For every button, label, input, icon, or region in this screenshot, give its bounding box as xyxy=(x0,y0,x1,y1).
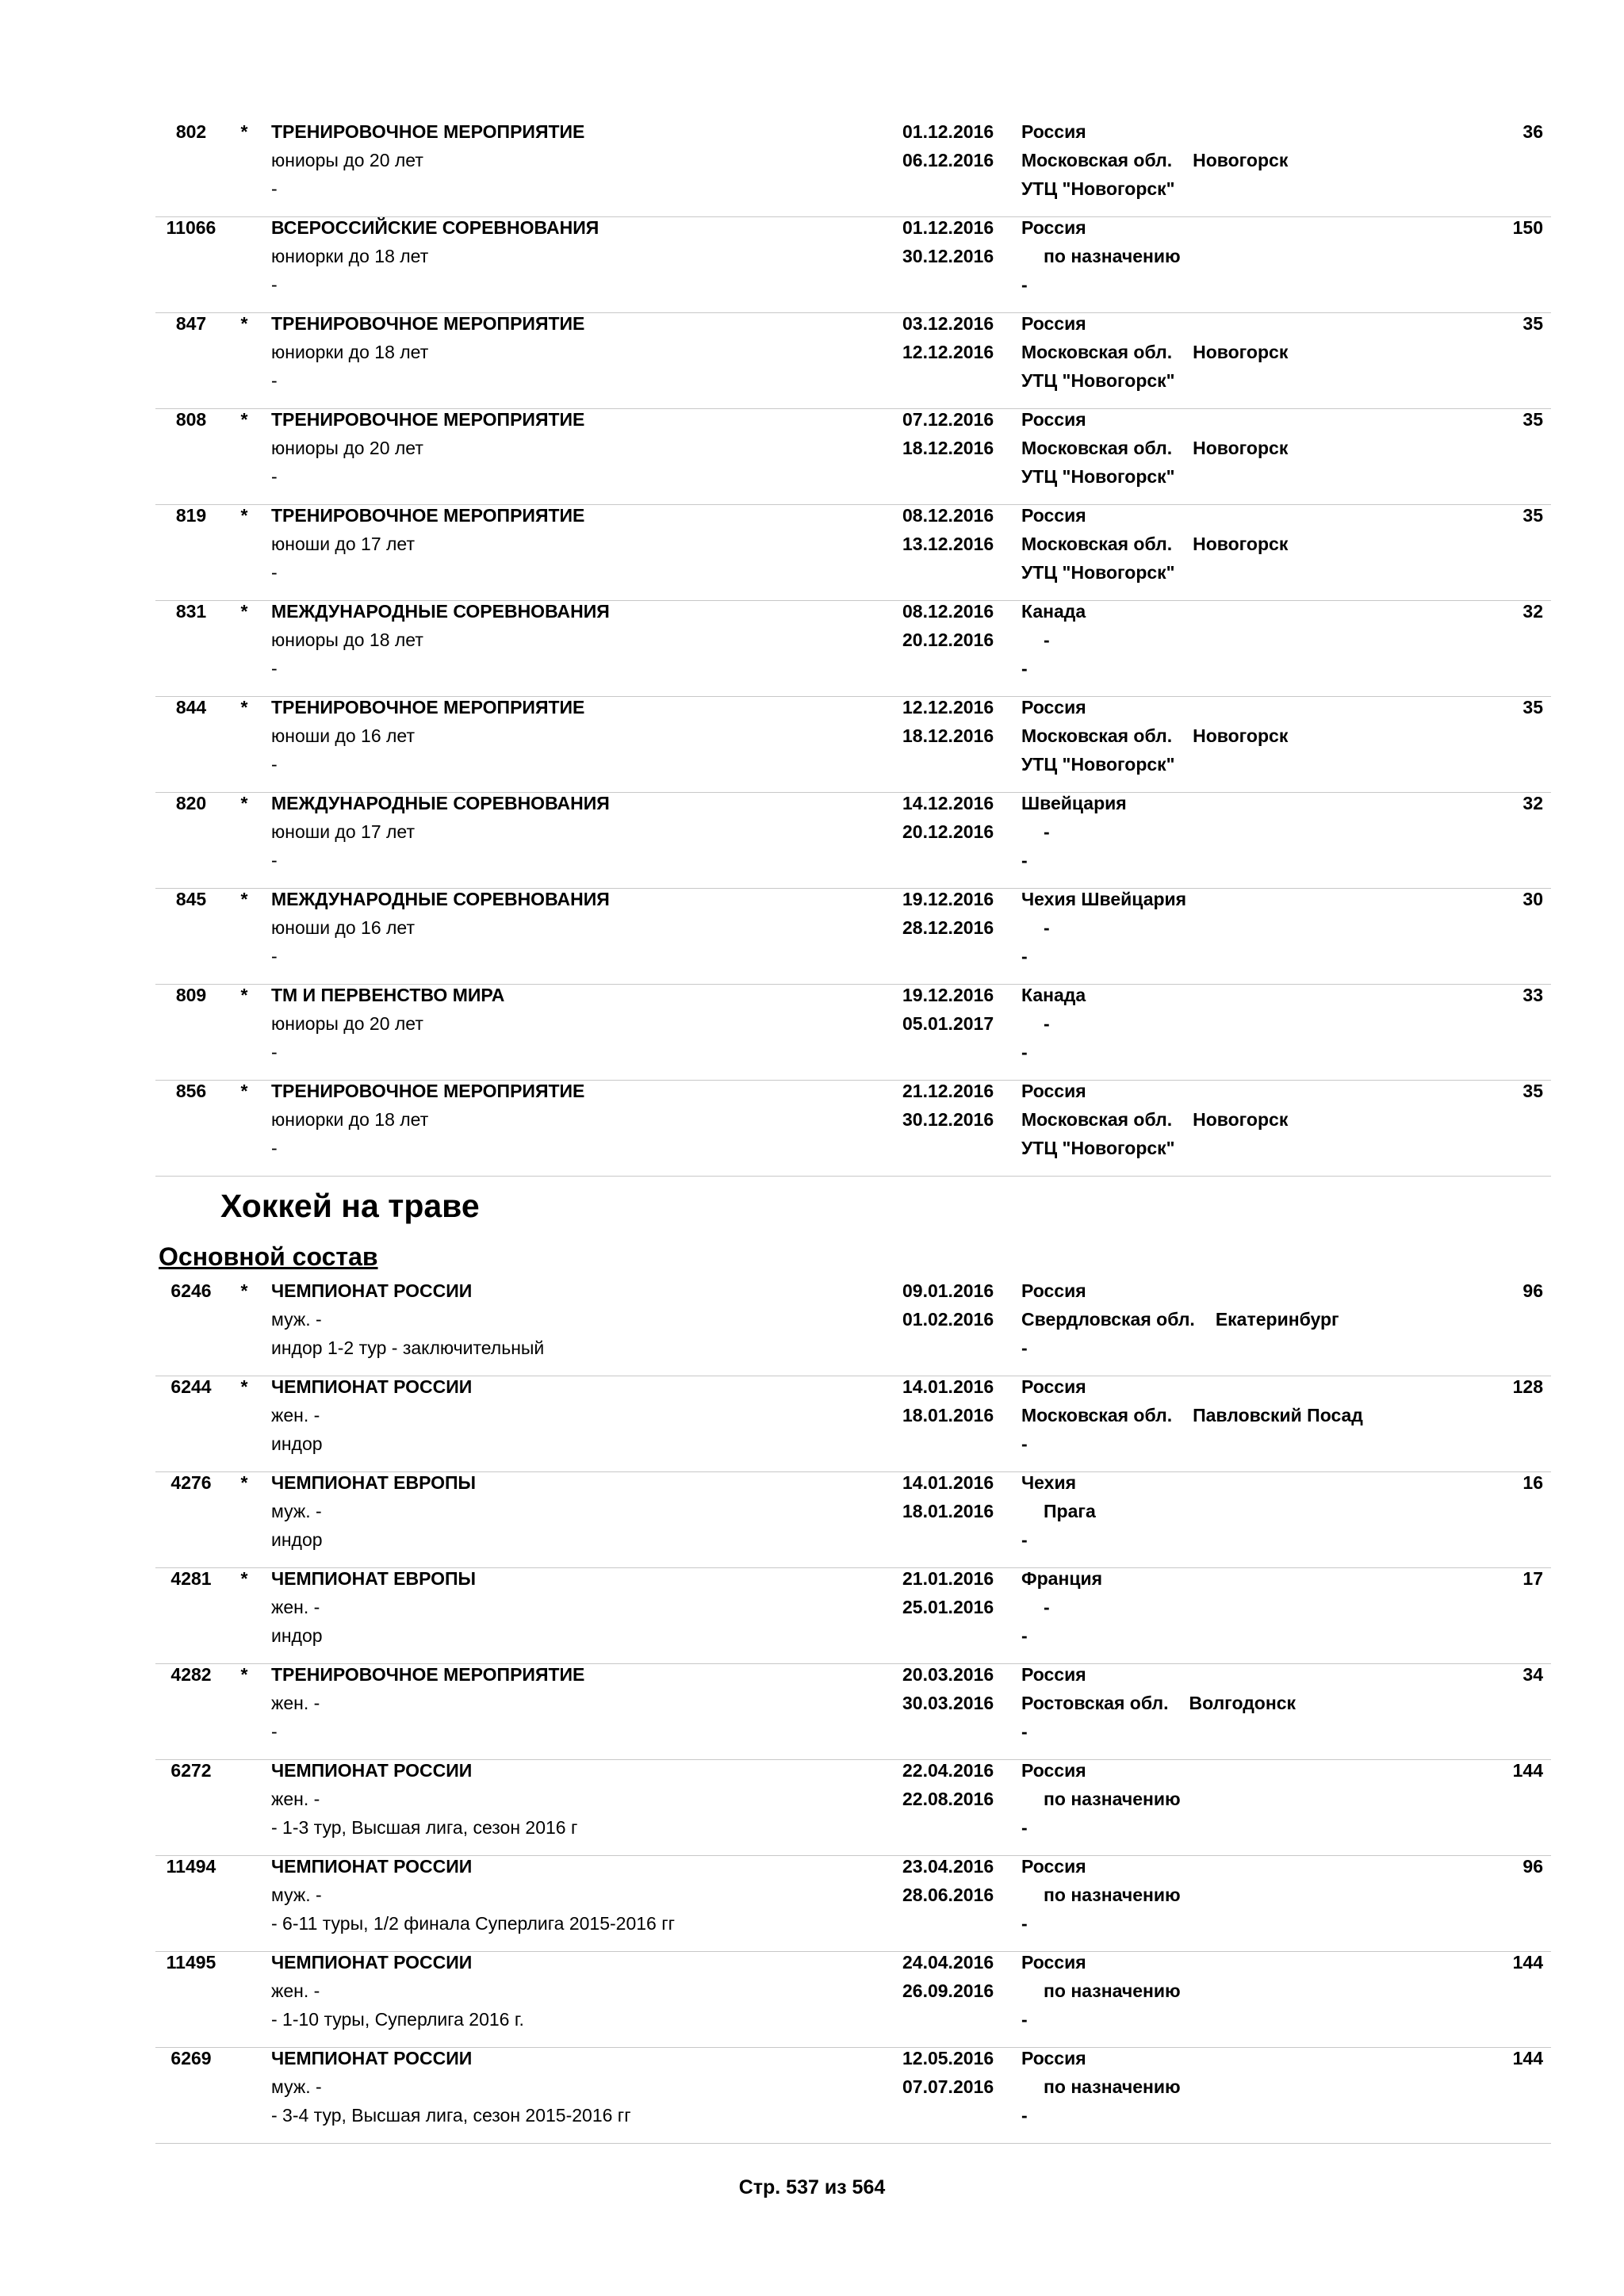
event-country: Россия xyxy=(1021,1280,1086,1301)
event-date-start: 23.04.2016 xyxy=(902,1856,994,1877)
event-number: 808 xyxy=(175,409,207,430)
event-country: Чехия Швейцария xyxy=(1021,889,1187,909)
event-country: Канада xyxy=(1021,601,1086,622)
event-count: 144 xyxy=(1512,1760,1543,1781)
event-city: Новогорск xyxy=(1193,725,1289,746)
event-count: 17 xyxy=(1522,1568,1543,1589)
event-date-end: 12.12.2016 xyxy=(902,342,994,362)
event-count: 32 xyxy=(1522,601,1543,622)
event-entry xyxy=(155,216,1551,313)
event-region: Московская обл. xyxy=(1021,534,1173,554)
event-venue: - xyxy=(1021,658,1028,679)
event-title: ЧЕМПИОНАТ РОССИИ xyxy=(271,1856,473,1877)
event-date-start: 08.12.2016 xyxy=(902,601,994,622)
event-entry xyxy=(155,792,1551,889)
event-city: Новогорск xyxy=(1193,150,1289,170)
event-entry xyxy=(155,1376,1551,1472)
event-venue: УТЦ "Новогорск" xyxy=(1021,466,1175,487)
event-entry xyxy=(155,121,1551,217)
event-date-end: 05.01.2017 xyxy=(902,1013,994,1034)
event-entry xyxy=(155,1951,1551,2048)
event-venue: - xyxy=(1021,1625,1028,1646)
event-star-mark: * xyxy=(240,313,248,334)
event-date-end: 25.01.2016 xyxy=(902,1597,994,1617)
event-location xyxy=(1021,1404,1363,1426)
event-date-start: 03.12.2016 xyxy=(902,313,994,334)
event-country: Россия xyxy=(1021,2048,1086,2068)
event-star-mark: * xyxy=(240,985,248,1005)
event-title: ТРЕНИРОВОЧНОЕ МЕРОПРИЯТИЕ xyxy=(271,409,585,430)
event-country: Россия xyxy=(1021,121,1086,142)
event-date-end: 26.09.2016 xyxy=(902,1980,994,2001)
event-city: Новогорск xyxy=(1193,534,1289,554)
event-star-mark: * xyxy=(240,601,248,622)
event-title: ТРЕНИРОВОЧНОЕ МЕРОПРИЯТИЕ xyxy=(271,505,585,526)
event-date-end: 22.08.2016 xyxy=(902,1789,994,1809)
event-venue: - xyxy=(1021,946,1028,966)
event-number: 6244 xyxy=(170,1376,212,1397)
event-note: индор xyxy=(271,1625,323,1646)
event-participants: юниоры до 20 лет xyxy=(271,150,423,170)
event-number: 11495 xyxy=(166,1952,216,1973)
event-date-start: 08.12.2016 xyxy=(902,505,994,526)
event-number: 6272 xyxy=(170,1760,212,1781)
event-region: - xyxy=(1044,917,1050,938)
event-number: 856 xyxy=(175,1081,207,1101)
event-number: 11494 xyxy=(166,1856,216,1877)
event-venue: - xyxy=(1021,2009,1028,2030)
event-participants: юниоры до 20 лет xyxy=(271,438,423,458)
event-date-end: 01.02.2016 xyxy=(902,1309,994,1330)
event-entry xyxy=(155,600,1551,697)
event-title: ТМ И ПЕРВЕНСТВО МИРА xyxy=(271,985,505,1005)
event-entry xyxy=(155,984,1551,1081)
event-title: ЧЕМПИОНАТ РОССИИ xyxy=(271,1952,473,1973)
event-number: 819 xyxy=(175,505,207,526)
event-title: МЕЖДУНАРОДНЫЕ СОРЕВНОВАНИЯ xyxy=(271,889,610,909)
event-title: ЧЕМПИОНАТ РОССИИ xyxy=(271,1280,473,1301)
event-count: 30 xyxy=(1522,889,1543,909)
event-location xyxy=(1021,341,1288,363)
event-venue: УТЦ "Новогорск" xyxy=(1021,754,1175,775)
event-number: 844 xyxy=(175,697,207,718)
event-venue: - xyxy=(1021,1337,1028,1358)
event-venue: УТЦ "Новогорск" xyxy=(1021,1138,1175,1158)
event-count: 144 xyxy=(1512,2048,1543,2068)
event-note: - xyxy=(271,370,278,391)
event-venue: - xyxy=(1021,1817,1028,1838)
event-participants: муж. - xyxy=(271,1309,322,1330)
event-title: ЧЕМПИОНАТ РОССИИ xyxy=(271,1376,473,1397)
event-venue: - xyxy=(1021,1529,1028,1550)
event-country: Россия xyxy=(1021,1376,1086,1397)
event-date-start: 12.05.2016 xyxy=(902,2048,994,2068)
event-participants: юноши до 16 лет xyxy=(271,725,415,746)
event-region: Прага xyxy=(1044,1501,1096,1521)
event-date-start: 14.01.2016 xyxy=(902,1376,994,1397)
event-date-start: 01.12.2016 xyxy=(902,217,994,238)
event-venue: - xyxy=(1021,1913,1028,1934)
event-location xyxy=(1021,1108,1288,1131)
event-number: 847 xyxy=(175,313,207,334)
event-country: Россия xyxy=(1021,697,1086,718)
event-participants: юниорки до 18 лет xyxy=(271,246,429,266)
event-country: Россия xyxy=(1021,1952,1086,1973)
event-title: ТРЕНИРОВОЧНОЕ МЕРОПРИЯТИЕ xyxy=(271,121,585,142)
subsection-title: Основной состав xyxy=(159,1242,378,1271)
event-date-start: 14.01.2016 xyxy=(902,1472,994,1493)
event-country: Канада xyxy=(1021,985,1086,1005)
event-participants: юниоры до 18 лет xyxy=(271,629,423,650)
event-entry xyxy=(155,1080,1551,1177)
event-star-mark: * xyxy=(240,697,248,718)
event-entry xyxy=(155,1855,1551,1952)
event-date-start: 12.12.2016 xyxy=(902,697,994,718)
event-note: - xyxy=(271,1721,278,1742)
event-entry xyxy=(155,888,1551,985)
event-date-end: 20.12.2016 xyxy=(902,629,994,650)
event-title: ЧЕМПИОНАТ РОССИИ xyxy=(271,2048,473,2068)
event-date-start: 07.12.2016 xyxy=(902,409,994,430)
event-date-end: 30.12.2016 xyxy=(902,1109,994,1130)
event-number: 845 xyxy=(175,889,207,909)
event-city: Волгодонск xyxy=(1189,1693,1297,1713)
event-note: индор 1-2 тур - заключительный xyxy=(271,1337,545,1358)
event-city: Новогорск xyxy=(1193,342,1289,362)
event-date-end: 30.03.2016 xyxy=(902,1693,994,1713)
event-location xyxy=(1021,725,1288,747)
event-city: Екатеринбург xyxy=(1215,1309,1339,1330)
event-date-end: 28.06.2016 xyxy=(902,1885,994,1905)
event-region: по назначению xyxy=(1044,2076,1181,2097)
event-star-mark: * xyxy=(240,121,248,142)
event-title: ЧЕМПИОНАТ РОССИИ xyxy=(271,1760,473,1781)
event-note: индор xyxy=(271,1529,323,1550)
event-date-end: 18.01.2016 xyxy=(902,1405,994,1425)
event-region: по назначению xyxy=(1044,1980,1181,2001)
event-country: Россия xyxy=(1021,313,1086,334)
event-count: 16 xyxy=(1522,1472,1543,1493)
event-venue: УТЦ "Новогорск" xyxy=(1021,562,1175,583)
event-date-start: 09.01.2016 xyxy=(902,1280,994,1301)
event-country: Россия xyxy=(1021,1664,1086,1685)
event-note: - xyxy=(271,1042,278,1062)
event-venue: - xyxy=(1021,850,1028,871)
event-entry xyxy=(155,408,1551,505)
page-footer: Стр. 537 из 564 xyxy=(738,2176,886,2198)
event-venue: - xyxy=(1021,274,1028,295)
event-country: Франция xyxy=(1021,1568,1103,1589)
event-date-start: 22.04.2016 xyxy=(902,1760,994,1781)
event-venue: - xyxy=(1021,1721,1028,1742)
event-city: Павловский Посад xyxy=(1193,1405,1363,1425)
event-country: Россия xyxy=(1021,409,1086,430)
event-venue: - xyxy=(1021,1433,1028,1454)
event-date-end: 18.12.2016 xyxy=(902,725,994,746)
event-title: ВСЕРОССИЙСКИЕ СОРЕВНОВАНИЯ xyxy=(271,217,599,238)
event-participants: жен. - xyxy=(271,1789,320,1809)
event-participants: жен. - xyxy=(271,1693,320,1713)
event-title: ТРЕНИРОВОЧНОЕ МЕРОПРИЯТИЕ xyxy=(271,697,585,718)
event-date-end: 13.12.2016 xyxy=(902,534,994,554)
event-date-start: 14.12.2016 xyxy=(902,793,994,813)
event-region: Московская обл. xyxy=(1021,150,1173,170)
event-entry xyxy=(155,1280,1551,1376)
event-star-mark: * xyxy=(240,409,248,430)
event-city: Новогорск xyxy=(1193,1109,1289,1130)
event-count: 35 xyxy=(1522,697,1543,718)
event-participants: жен. - xyxy=(271,1980,320,2001)
event-star-mark: * xyxy=(240,793,248,813)
event-number: 809 xyxy=(175,985,207,1005)
event-location xyxy=(1021,437,1288,459)
event-country: Швейцария xyxy=(1021,793,1127,813)
event-country: Россия xyxy=(1021,1760,1086,1781)
event-date-start: 20.03.2016 xyxy=(902,1664,994,1685)
event-number: 4282 xyxy=(170,1664,212,1685)
event-date-end: 30.12.2016 xyxy=(902,246,994,266)
event-title: ЧЕМПИОНАТ ЕВРОПЫ xyxy=(271,1568,477,1589)
event-count: 32 xyxy=(1522,793,1543,813)
event-number: 4276 xyxy=(170,1472,212,1493)
event-count: 33 xyxy=(1522,985,1543,1005)
event-date-end: 28.12.2016 xyxy=(902,917,994,938)
event-region: Московская обл. xyxy=(1021,1109,1173,1130)
event-date-start: 21.12.2016 xyxy=(902,1081,994,1101)
event-note: - xyxy=(271,1138,278,1158)
event-entry xyxy=(155,1663,1551,1760)
event-note: - xyxy=(271,754,278,775)
event-number: 820 xyxy=(175,793,207,813)
event-note: - xyxy=(271,274,278,295)
event-number: 6269 xyxy=(170,2048,212,2068)
event-date-end: 20.12.2016 xyxy=(902,821,994,842)
event-number: 831 xyxy=(175,601,207,622)
event-title: МЕЖДУНАРОДНЫЕ СОРЕВНОВАНИЯ xyxy=(271,601,610,622)
event-star-mark: * xyxy=(240,1664,248,1685)
event-number: 4281 xyxy=(170,1568,212,1589)
event-location xyxy=(1021,149,1288,171)
event-count: 144 xyxy=(1512,1952,1543,1973)
event-country: Россия xyxy=(1021,217,1086,238)
event-date-start: 24.04.2016 xyxy=(902,1952,994,1973)
event-count: 34 xyxy=(1522,1664,1543,1685)
event-region: Московская обл. xyxy=(1021,725,1173,746)
event-country: Россия xyxy=(1021,505,1086,526)
event-note: - xyxy=(271,562,278,583)
event-region: Свердловская обл. xyxy=(1021,1309,1195,1330)
event-date-start: 19.12.2016 xyxy=(902,889,994,909)
section-title: Хоккей на траве xyxy=(220,1188,480,1224)
event-entry xyxy=(155,1471,1551,1568)
event-region: - xyxy=(1044,1013,1050,1034)
event-date-end: 18.12.2016 xyxy=(902,438,994,458)
event-location xyxy=(1021,1308,1339,1330)
event-note: - xyxy=(271,466,278,487)
event-venue: - xyxy=(1021,2105,1028,2126)
event-region: по назначению xyxy=(1044,246,1181,266)
event-note: - 3-4 тур, Высшая лига, сезон 2015-2016 гг xyxy=(271,2105,631,2126)
event-title: ЧЕМПИОНАТ ЕВРОПЫ xyxy=(271,1472,477,1493)
event-date-start: 21.01.2016 xyxy=(902,1568,994,1589)
event-count: 128 xyxy=(1512,1376,1543,1397)
event-date-end: 07.07.2016 xyxy=(902,2076,994,2097)
event-entry xyxy=(155,1567,1551,1664)
event-participants: юниоры до 20 лет xyxy=(271,1013,423,1034)
event-location xyxy=(1021,533,1288,555)
event-note: - xyxy=(271,658,278,679)
event-region: Ростовская обл. xyxy=(1021,1693,1169,1713)
event-region: Московская обл. xyxy=(1021,1405,1173,1425)
event-participants: жен. - xyxy=(271,1405,320,1425)
event-star-mark: * xyxy=(240,889,248,909)
event-star-mark: * xyxy=(240,1280,248,1301)
event-participants: муж. - xyxy=(271,1501,322,1521)
event-region: - xyxy=(1044,629,1050,650)
event-entry xyxy=(155,696,1551,793)
event-date-start: 01.12.2016 xyxy=(902,121,994,142)
event-venue: УТЦ "Новогорск" xyxy=(1021,178,1175,199)
event-note: - 1-3 тур, Высшая лига, сезон 2016 г xyxy=(271,1817,578,1838)
event-note: - xyxy=(271,850,278,871)
event-note: - xyxy=(271,178,278,199)
event-star-mark: * xyxy=(240,1472,248,1493)
event-number: 11066 xyxy=(166,217,216,238)
event-country: Россия xyxy=(1021,1081,1086,1101)
event-participants: муж. - xyxy=(271,1885,322,1905)
event-number: 802 xyxy=(175,121,207,142)
event-title: ТРЕНИРОВОЧНОЕ МЕРОПРИЯТИЕ xyxy=(271,1664,585,1685)
event-star-mark: * xyxy=(240,1376,248,1397)
event-region: по назначению xyxy=(1044,1789,1181,1809)
event-count: 35 xyxy=(1522,409,1543,430)
event-count: 35 xyxy=(1522,505,1543,526)
event-country: Россия xyxy=(1021,1856,1086,1877)
event-participants: юноши до 17 лет xyxy=(271,821,415,842)
event-region: - xyxy=(1044,821,1050,842)
event-title: ТРЕНИРОВОЧНОЕ МЕРОПРИЯТИЕ xyxy=(271,1081,585,1101)
event-count: 96 xyxy=(1522,1280,1543,1301)
event-region: Московская обл. xyxy=(1021,438,1173,458)
event-participants: юноши до 17 лет xyxy=(271,534,415,554)
event-star-mark: * xyxy=(240,505,248,526)
event-city: Новогорск xyxy=(1193,438,1289,458)
event-count: 96 xyxy=(1522,1856,1543,1877)
event-entry xyxy=(155,504,1551,601)
event-country: Чехия xyxy=(1021,1472,1076,1493)
event-participants: юниорки до 18 лет xyxy=(271,342,429,362)
event-participants: муж. - xyxy=(271,2076,322,2097)
event-count: 36 xyxy=(1522,121,1543,142)
event-region: по назначению xyxy=(1044,1885,1181,1905)
event-region: - xyxy=(1044,1597,1050,1617)
event-region: Московская обл. xyxy=(1021,342,1173,362)
event-entry xyxy=(155,312,1551,409)
event-count: 35 xyxy=(1522,1081,1543,1101)
event-number: 6246 xyxy=(170,1280,212,1301)
event-entry xyxy=(155,1759,1551,1856)
event-date-end: 18.01.2016 xyxy=(902,1501,994,1521)
event-participants: жен. - xyxy=(271,1597,320,1617)
event-note: - 1-10 туры, Суперлига 2016 г. xyxy=(271,2009,524,2030)
event-star-mark: * xyxy=(240,1081,248,1101)
event-location xyxy=(1021,1692,1296,1714)
event-count: 35 xyxy=(1522,313,1543,334)
event-participants: юниорки до 18 лет xyxy=(271,1109,429,1130)
event-title: ТРЕНИРОВОЧНОЕ МЕРОПРИЯТИЕ xyxy=(271,313,585,334)
event-note: индор xyxy=(271,1433,323,1454)
event-venue: УТЦ "Новогорск" xyxy=(1021,370,1175,391)
event-date-start: 19.12.2016 xyxy=(902,985,994,1005)
event-star-mark: * xyxy=(240,1568,248,1589)
event-entry xyxy=(155,2047,1551,2144)
event-note: - 6-11 туры, 1/2 финала Суперлига 2015-2016 гг xyxy=(271,1913,675,1934)
event-date-end: 06.12.2016 xyxy=(902,150,994,170)
event-participants: юноши до 16 лет xyxy=(271,917,415,938)
event-title: МЕЖДУНАРОДНЫЕ СОРЕВНОВАНИЯ xyxy=(271,793,610,813)
event-venue: - xyxy=(1021,1042,1028,1062)
event-note: - xyxy=(271,946,278,966)
event-count: 150 xyxy=(1512,217,1543,238)
